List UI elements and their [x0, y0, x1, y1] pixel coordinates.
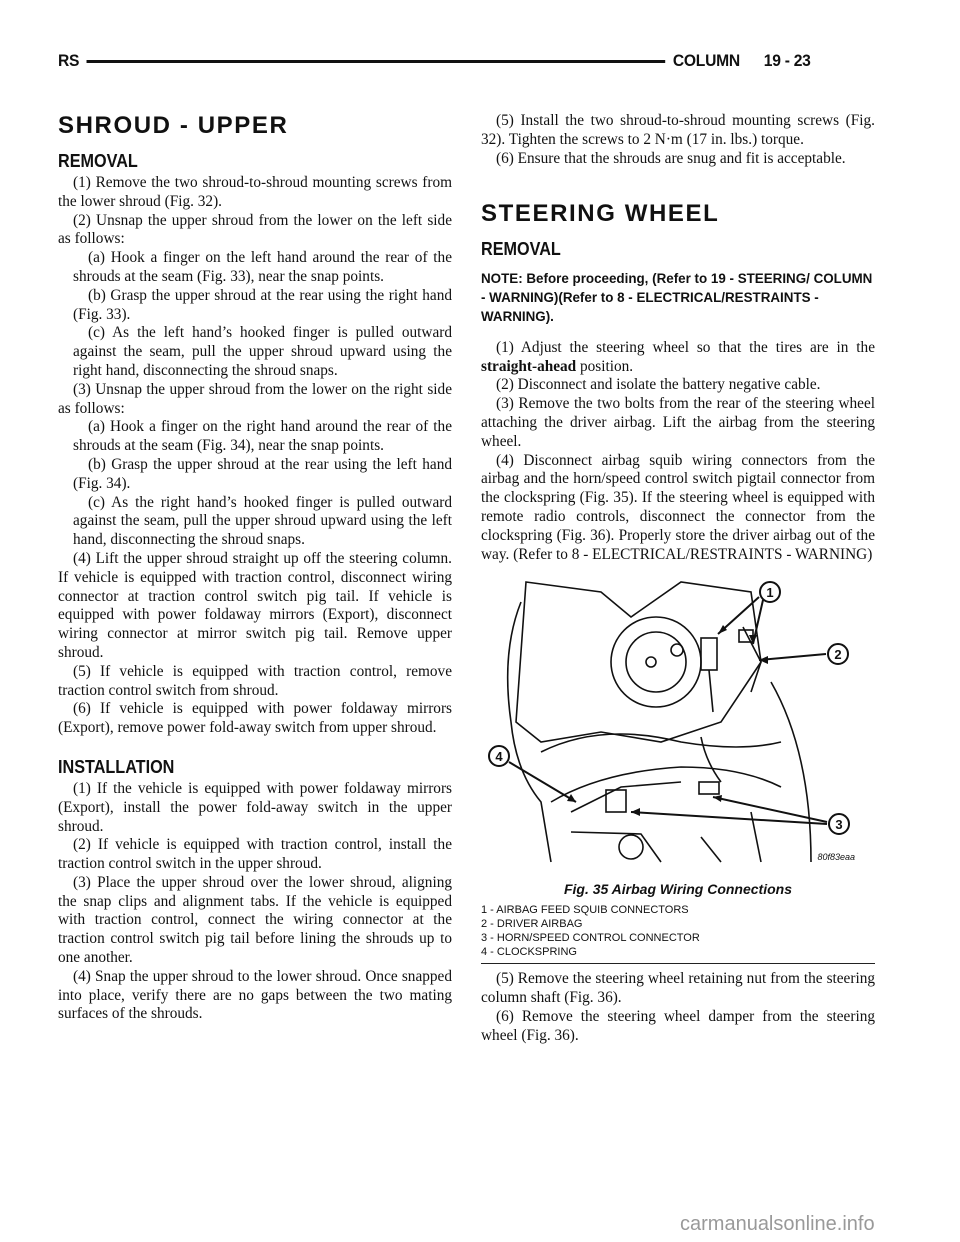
- callout-1: 1: [766, 585, 774, 601]
- page-header: [58, 48, 811, 74]
- figure-caption: Fig. 35 Airbag Wiring Connections: [563, 881, 793, 898]
- steering-step-6: (6) Remove the steering wheel damper from the steering wheel (Fig. 36).: [481, 1007, 875, 1044]
- header-rule: [87, 60, 666, 63]
- steering-step-2: (2) Disconnect and isolate the battery negative cable.: [496, 376, 821, 394]
- section-title-steering-wheel: STEERING WHEEL: [481, 200, 720, 228]
- right-column: [481, 104, 875, 1045]
- removal-step-6: (6) If vehicle is equipped with power foldaway mirrors (Export), remove power fold-away switch from upper shroud.: [58, 700, 452, 737]
- callout-3: 3: [835, 817, 843, 833]
- removal-step-3: (3) Unsnap the upper shroud from the lower on the right side as follows:: [58, 380, 452, 417]
- installation-step-2: (2) If vehicle is equipped with traction control, install the traction control switch in the upper shroud.: [58, 836, 452, 873]
- airbag-wiring-diagram: [481, 572, 875, 872]
- steering-step-4: (4) Disconnect airbag squib wiring connectors from the airbag and the horn/speed control switch pigtail connector from the clockspring (Fig. 35). If the steering wheel is equipped with remote radio controls, disconnect the connector from the clockspring (Fig. 36). Properly store the driver airbag out of the way. (Refer to 8 - ELECTRICAL/RESTRAINTS - WARNING): [481, 451, 875, 563]
- steering-removal-heading: REMOVAL: [481, 239, 561, 260]
- header-page-number: 19 - 23: [763, 51, 811, 70]
- installation-step-6: (6) Ensure that the shrouds are snug and fit is acceptable.: [496, 149, 846, 167]
- steering-step-5: (5) Remove the steering wheel retaining nut from the steering column shaft (Fig. 36).: [481, 970, 875, 1006]
- warning-note: NOTE: Before proceeding, (Refer to 19 - STEERING/ COLUMN - WARNING)(Refer to 8 - ELECTRICAL/RESTRAINTS - WARNING).: [481, 271, 873, 324]
- removal-step-3c: (c) As the right hand’s hooked finger is pulled outward against the seam, pull the upper shroud upward using the left hand, disconnecting the shroud snaps.: [73, 493, 452, 549]
- removal-heading: REMOVAL: [58, 151, 138, 171]
- removal-step-2a: (a) Hook a finger on the left hand around the rear of the shrouds at the seam (Fig. 33), near the snap points.: [73, 249, 452, 285]
- straight-ahead-keyword: straight-ahead: [481, 357, 577, 375]
- removal-step-5: (5) If vehicle is equipped with traction control, remove traction control switch from shroud.: [58, 662, 452, 699]
- figure-35-illustration: [481, 572, 875, 872]
- installation-step-4: (4) Snap the upper shroud to the lower shroud. Once snapped into place, verify there are no gaps between the two mating surfaces of the shrouds.: [58, 967, 452, 1023]
- removal-step-3a: (a) Hook a finger on the right hand around the rear of the shrouds at the seam (Fig. 34), near the snap points.: [73, 418, 452, 455]
- installation-heading: INSTALLATION: [58, 756, 175, 777]
- removal-step-2c: (c) As the left hand’s hooked finger is pulled outward against the seam, pull the upper shroud upward using the right hand, disconnecting the shroud snaps.: [73, 324, 452, 379]
- step-1-text-end: position.: [576, 357, 634, 375]
- callout-4: 4: [495, 749, 503, 765]
- header-section: COLUMN: [672, 51, 740, 70]
- removal-step-4: (4) Lift the upper shroud straight up off the steering column. If vehicle is equipped with traction control, disconnect wiring connector at traction control switch pig tail. If vehicle is equipped with power foldaway mirrors (Export), disconnect wiring connector at mirror switch pig tail. Remove upper shroud.: [58, 549, 452, 661]
- header-model-code: RS: [58, 51, 80, 70]
- figure-legend: [481, 903, 875, 964]
- removal-step-1: (1) Remove the two shroud-to-shroud mounting screws from the lower shroud (Fig. 32).: [58, 174, 452, 210]
- removal-step-2: (2) Unsnap the upper shroud from the lower on the left side as follows:: [58, 211, 452, 248]
- watermark: carmanualsonline.info: [680, 1213, 875, 1235]
- section-title-shroud-upper: SHROUD - UPPER: [58, 112, 289, 139]
- step-1-text: (1) Adjust the steering wheel so that the tires are in the: [496, 338, 875, 356]
- steering-step-1: [481, 339, 875, 377]
- figure-id: 80f83eaa: [817, 851, 855, 862]
- installation-step-3: (3) Place the upper shroud over the lower shroud, aligning the snap clips and alignment tabs. If the vehicle is equipped with traction control, connect the wiring connector at the traction control switch pig tail before lining the shrouds up to one another.: [58, 873, 452, 967]
- legend-item-2: 2 - DRIVER AIRBAG: [481, 918, 583, 931]
- legend-item-1: 1 - AIRBAG FEED SQUIB CONNECTORS: [481, 904, 689, 917]
- steering-step-3: (3) Remove the two bolts from the rear of the steering wheel attaching the driver airbag. Lift the airbag from the steering wheel.: [481, 395, 875, 450]
- legend-item-4: 4 - CLOCKSPRING: [481, 946, 577, 959]
- legend-item-3: 3 - HORN/SPEED CONTROL CONNECTOR: [481, 932, 700, 945]
- left-column: [58, 104, 452, 1024]
- installation-step-5: (5) Install the two shroud-to-shroud mounting screws (Fig. 32). Tighten the screws to 2 N·m (17 in. lbs.) torque.: [481, 112, 875, 148]
- callout-2: 2: [834, 647, 842, 663]
- removal-step-2b: (b) Grasp the upper shroud at the rear using the right hand (Fig. 33).: [73, 286, 452, 323]
- removal-step-3b: (b) Grasp the upper shroud at the rear using the left hand (Fig. 34).: [73, 455, 452, 492]
- installation-step-1: (1) If the vehicle is equipped with power foldaway mirrors (Export), install the power fold-away switch in the upper shroud.: [58, 779, 452, 835]
